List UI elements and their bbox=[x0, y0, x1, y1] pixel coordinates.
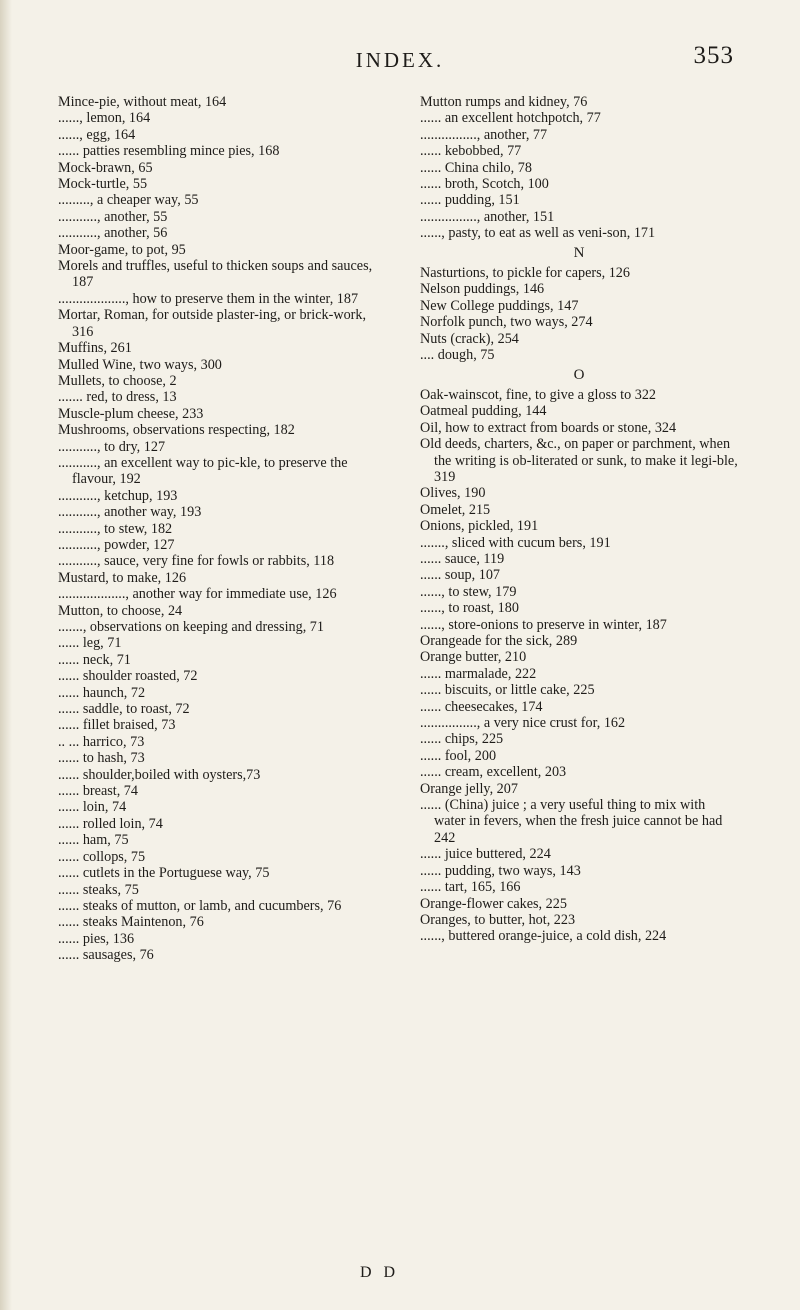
index-entry: ..................., how to preserve them in the winter, 187 bbox=[58, 290, 359, 307]
index-entry: ......., observations on keeping and dressing, 71 bbox=[58, 619, 324, 635]
index-entry: ...... biscuits, or little cake, 225 bbox=[420, 682, 595, 699]
index-entry: ...... to hash, 73 bbox=[58, 750, 145, 767]
index-entry: Oranges, to butter, hot, 223 bbox=[420, 911, 576, 928]
index-entry: ................, a very nice crust for, 162 bbox=[420, 715, 626, 732]
index-entry: ...... kebobbed, 77 bbox=[420, 143, 522, 160]
index-entry: ...... breast, 74 bbox=[58, 783, 138, 800]
index-entry: Oil, how to extract from boards or stone, 324 bbox=[420, 419, 677, 436]
index-entry: Moor-game, to pot, 95 bbox=[58, 241, 186, 258]
index-entry: ...... steaks, 75 bbox=[58, 881, 139, 898]
index-entry: Omelet, 215 bbox=[420, 501, 491, 518]
index-section-o bbox=[420, 387, 738, 945]
index-entry: ..........., sauce, very fine for fowls or rabbits, 118 bbox=[58, 553, 335, 570]
index-entry: ...... shoulder,boiled with oysters,73 bbox=[58, 766, 261, 783]
index-entry: ..........., another, 55 bbox=[58, 208, 168, 225]
index-entry: ........., a cheaper way, 55 bbox=[58, 192, 199, 209]
index-entry: Olives, 190 bbox=[420, 485, 486, 502]
index-entry: ................, another, 151 bbox=[420, 208, 555, 225]
index-entry: ...... marmalade, 222 bbox=[420, 665, 537, 682]
index-entry: ......, pasty, to eat as well as veni-son, 171 bbox=[420, 225, 656, 242]
index-entry: Mock-brawn, 65 bbox=[58, 159, 153, 176]
index-entry: ...... haunch, 72 bbox=[58, 684, 146, 701]
index-entry: Orange-flower cakes, 225 bbox=[420, 895, 567, 912]
index-entry: ...... neck, 71 bbox=[58, 651, 131, 668]
index-entry: Orange jelly, 207 bbox=[420, 780, 518, 797]
index-entry: ......, buttered orange-juice, a cold dish, 224 bbox=[420, 928, 667, 945]
page-binding-edge bbox=[0, 0, 12, 1310]
index-entry: ...... cheesecakes, 174 bbox=[420, 698, 543, 715]
index-entry: ..........., to stew, 182 bbox=[58, 520, 173, 537]
index-entry: ...... sausages, 76 bbox=[58, 947, 154, 964]
index-entry: Nelson puddings, 146 bbox=[420, 281, 545, 298]
index-entry: Norfolk punch, two ways, 274 bbox=[420, 314, 593, 331]
index-entry: Orangeade for the sick, 289 bbox=[420, 633, 578, 649]
index-entry: ...... cutlets in the Portuguese way, 75 bbox=[58, 865, 270, 882]
index-entry: Muscle-plum cheese, 233 bbox=[58, 405, 204, 422]
index-entry: Morels and truffles, useful to thicken soups and sauces, 187 bbox=[58, 258, 373, 291]
index-entry: Oatmeal pudding, 144 bbox=[420, 403, 547, 420]
index-entry: ....... red, to dress, 13 bbox=[58, 389, 177, 406]
index-entry: Mock-turtle, 55 bbox=[58, 176, 148, 193]
index-entry: ......, lemon, 164 bbox=[58, 110, 151, 127]
index-entry: ...... juice buttered, 224 bbox=[420, 846, 551, 863]
index-entry: ......, to roast, 180 bbox=[420, 600, 519, 617]
index-entry: Oak-wainscot, fine, to give a gloss to 322 bbox=[420, 386, 657, 403]
index-entry: New College puddings, 147 bbox=[420, 297, 579, 314]
index-entry: ...... saddle, to roast, 72 bbox=[58, 701, 190, 718]
index-entry: ..........., another way, 193 bbox=[58, 504, 202, 521]
index-entry: Mustard, to make, 126 bbox=[58, 569, 187, 586]
index-entry: Mutton, to choose, 24 bbox=[58, 602, 183, 619]
index-entry: ...... sauce, 119 bbox=[420, 550, 505, 567]
index-entry: ...... soup, 107 bbox=[420, 567, 501, 584]
index-entry: ...... steaks Maintenon, 76 bbox=[58, 914, 204, 931]
page-header bbox=[0, 42, 800, 88]
index-entry: ..........., ketchup, 193 bbox=[58, 487, 178, 504]
index-entry: Nasturtions, to pickle for capers, 126 bbox=[420, 265, 630, 282]
index-entry: .... dough, 75 bbox=[420, 347, 495, 364]
index-entry: Onions, pickled, 191 bbox=[420, 518, 539, 535]
index-entry: ...... pies, 136 bbox=[58, 930, 135, 947]
index-entry: ................, another, 77 bbox=[420, 126, 548, 143]
index-entry: ...... rolled loin, 74 bbox=[58, 815, 163, 832]
index-entry: Mullets, to choose, 2 bbox=[58, 372, 177, 389]
index-entry: ...... pudding, two ways, 143 bbox=[420, 862, 581, 879]
index-entry: .. ... harrico, 73 bbox=[58, 733, 145, 750]
index-entry: ...... pudding, 151 bbox=[420, 192, 520, 209]
index-column-right bbox=[420, 94, 738, 945]
signature-mark: D D bbox=[360, 1264, 400, 1281]
index-entry: ...... patties resembling mince pies, 168 bbox=[58, 143, 280, 160]
index-entry: Mince-pie, without meat, 164 bbox=[58, 94, 227, 110]
index-entry: ...... fillet braised, 73 bbox=[58, 717, 176, 734]
page-number: 353 bbox=[693, 42, 734, 69]
running-title: INDEX. bbox=[355, 48, 445, 72]
index-entry: Mortar, Roman, for outside plaster-ing, or brick-work, 316 bbox=[58, 307, 367, 340]
index-entry: ...... fool, 200 bbox=[420, 747, 497, 764]
index-entry: Mutton rumps and kidney, 76 bbox=[420, 94, 588, 110]
index-entry: ...... China chilo, 78 bbox=[420, 159, 532, 176]
index-section-n bbox=[420, 265, 738, 363]
index-entry: Muffins, 261 bbox=[58, 340, 132, 357]
index-column-left bbox=[58, 94, 376, 964]
index-entry: ..........., to dry, 127 bbox=[58, 438, 166, 455]
index-entry: ...... an excellent hotchpotch, 77 bbox=[420, 110, 601, 127]
index-entry: ...... ham, 75 bbox=[58, 832, 129, 849]
index-entry: ......., sliced with cucum bers, 191 bbox=[420, 534, 611, 551]
index-entry: ......, to stew, 179 bbox=[420, 583, 517, 600]
index-entry: Nuts (crack), 254 bbox=[420, 330, 519, 347]
index-entry: ...... (China) juice ; a very useful thing to mix with water in fevers, when the fresh juice cannot be had 242 bbox=[420, 797, 723, 846]
index-entry: Orange butter, 210 bbox=[420, 649, 527, 666]
section-letter-o: O bbox=[573, 366, 585, 383]
index-entry: ...... chips, 225 bbox=[420, 731, 504, 748]
index-entry: ...... collops, 75 bbox=[58, 848, 146, 865]
index-entry: ..................., another way for immediate use, 126 bbox=[58, 586, 337, 603]
index-entry: ...... leg, 71 bbox=[58, 635, 122, 652]
index-entry: ......, egg, 164 bbox=[58, 126, 136, 143]
index-entry: ..........., another, 56 bbox=[58, 225, 168, 242]
index-entry: ..........., an excellent way to pic-kle, to preserve the flavour, 192 bbox=[58, 454, 348, 488]
index-entry: Old deeds, charters, &c., on paper or parchment, when the writing is ob-literated or sunk, to make it legi-ble, 319 bbox=[420, 436, 738, 485]
index-entry: ...... cream, excellent, 203 bbox=[420, 764, 567, 781]
index-entry: ...... shoulder roasted, 72 bbox=[58, 668, 198, 685]
index-entry: ...... loin, 74 bbox=[58, 799, 127, 816]
index-entry: ......, store-onions to preserve in winter, 187 bbox=[420, 616, 667, 633]
index-entry: Mulled Wine, two ways, 300 bbox=[58, 356, 222, 373]
index-section-m-continued bbox=[420, 94, 738, 242]
section-letter-n: N bbox=[573, 244, 585, 261]
index-entry: ...... steaks of mutton, or lamb, and cucumbers, 76 bbox=[58, 897, 342, 914]
index-entry: Mushrooms, observations respecting, 182 bbox=[58, 422, 295, 439]
index-entry: ...... tart, 165, 166 bbox=[420, 879, 521, 896]
index-entry: ..........., powder, 127 bbox=[58, 536, 175, 553]
index-entry: ...... broth, Scotch, 100 bbox=[420, 176, 549, 193]
